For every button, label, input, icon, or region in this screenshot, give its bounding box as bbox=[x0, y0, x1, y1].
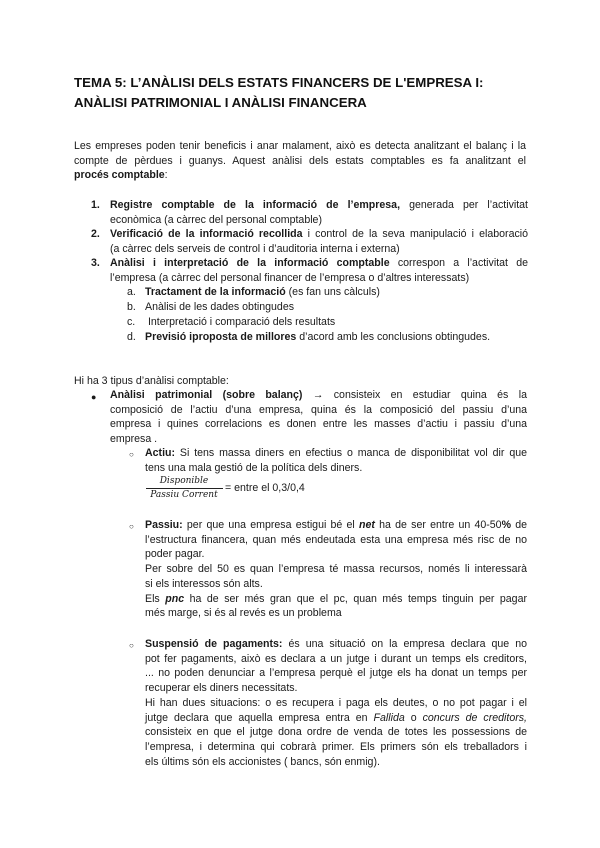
passiu-line-3: poder pagar. bbox=[145, 548, 205, 561]
process-item-3-line-2: l’empresa (a càrrec del personal financer de l’empresa o d’altres interessats) bbox=[110, 271, 470, 284]
passiu-line-4: Per sobre del 50 es quan l’empresa té massa recursos, només li interessarà bbox=[145, 563, 527, 576]
process-item-3-rest: correspon a l’activitat de bbox=[389, 257, 528, 269]
process-number-3: 3. bbox=[91, 257, 100, 269]
substep-b-letter: b. bbox=[127, 301, 136, 313]
suspensio-line-9: els últims són els accionistes ( bancs, són enmig). bbox=[145, 755, 380, 768]
process-number-2: 2. bbox=[91, 228, 100, 240]
suspensio-block bbox=[145, 637, 527, 769]
intro-colon: : bbox=[164, 169, 168, 182]
substep-d-bold: Previsió iproposta de millores bbox=[145, 331, 297, 343]
title-line-1: TEMA 5: L’ANÀLISI DELS ESTATS FINANCERS DE L'EMPRESA I: bbox=[74, 75, 484, 90]
process-item-2-line-2: (a càrrec dels serveis de control i d’auditoria interna i externa) bbox=[110, 242, 400, 255]
process-item-3-line-1 bbox=[110, 256, 528, 271]
substep-a-bold: Tractament de la informació bbox=[145, 286, 286, 298]
patrimonial-line-2: composició de l’actiu d’una empresa, quina és la composició del passiu d’una bbox=[110, 403, 527, 416]
circle-passiu: ○ bbox=[129, 522, 134, 531]
actiu-block bbox=[145, 446, 527, 475]
suspensio-line-4: recuperar els diners necessitats. bbox=[145, 682, 298, 695]
process-item-1-rest: generada per l’activitat bbox=[400, 199, 528, 211]
intro-paragraph bbox=[74, 139, 526, 183]
title-line-2: ANÀLISI PATRIMONIAL I ANÀLISI FINANCERA bbox=[74, 95, 367, 110]
substep-a bbox=[127, 285, 380, 300]
passiu-line-2: l’estructura financera, quan més endeutada esta una empresa més risc de no bbox=[145, 533, 527, 546]
passiu-block bbox=[145, 518, 527, 621]
document-title bbox=[74, 73, 534, 113]
substep-a-rest: (es fan uns càlculs) bbox=[285, 286, 380, 298]
actiu-bold: Actiu: bbox=[145, 447, 176, 459]
bullet-patrimonial: ● bbox=[91, 392, 97, 402]
substep-d-letter: d. bbox=[127, 331, 136, 343]
passiu-line-1-b: ha de ser entre un 40-50 bbox=[374, 519, 502, 531]
fallida-term: Fallida bbox=[373, 711, 405, 724]
suspensio-line-1 bbox=[145, 637, 527, 652]
patrimonial-block bbox=[110, 388, 527, 447]
suspensio-line-6-a: jutge declara que aquella empresa entra en bbox=[145, 711, 374, 724]
patrimonial-line-4: empresa . bbox=[110, 433, 158, 446]
process-item-2-rest: i control de la seva manipulació i elaboració bbox=[302, 228, 529, 240]
passiu-pnc-term: pnc bbox=[165, 592, 185, 605]
passiu-line-1-a: per que una empresa estigui bé el bbox=[182, 519, 360, 531]
process-number-1: 1. bbox=[91, 199, 100, 211]
process-item-3-bold: Anàlisi i interpretació de la informació comptable bbox=[110, 257, 390, 269]
ratio-range: = entre el 0,3/0,4 bbox=[225, 482, 305, 494]
passiu-line-6 bbox=[145, 592, 527, 607]
patrimonial-line-1 bbox=[110, 388, 527, 403]
suspensio-line-6-b: o bbox=[404, 711, 423, 724]
substep-c-letter: c. bbox=[127, 316, 136, 328]
substep-b-rest: Anàlisi de les dades obtingudes bbox=[145, 301, 295, 313]
actiu-line-1 bbox=[145, 446, 527, 461]
suspensio-bold: Suspensió de pagaments: bbox=[145, 638, 283, 650]
suspensio-line-5: Hi han dues situacions: o es recupera i paga els deutes, o no pot pagar i el bbox=[145, 696, 527, 709]
circle-suspensio: ○ bbox=[129, 641, 134, 650]
patrimonial-line-1-rest: → consisteix en estudiar quina és la bbox=[302, 389, 527, 401]
actiu-line-2: tens una mala gestió de la política dels diners. bbox=[145, 461, 363, 474]
types-intro: Hi ha 3 tipus d’anàlisi comptable: bbox=[74, 375, 229, 387]
substep-d-rest: d’acord amb les conclusions obtingudes. bbox=[296, 331, 491, 343]
passiu-line-6-a: Els bbox=[145, 592, 166, 605]
process-item-2-bold: Verificació de la informació recollida bbox=[110, 228, 303, 240]
process-item-3 bbox=[110, 256, 528, 285]
suspensio-line-7: consisteix en que el jutge dona ordre de venda de totes les possessions de bbox=[145, 726, 527, 739]
passiu-line-5: si els interessos són alts. bbox=[145, 577, 263, 590]
process-item-2-line-1 bbox=[110, 227, 528, 242]
process-item-1-bold: Registre comptable de la informació de l’empresa, bbox=[110, 199, 401, 211]
ratio-denominator: Passiu Corrent bbox=[150, 490, 218, 500]
substep-b bbox=[127, 300, 294, 315]
process-item-2 bbox=[110, 227, 528, 256]
patrimonial-bold: Anàlisi patrimonial (sobre balanç) bbox=[110, 389, 303, 401]
process-item-1 bbox=[110, 198, 528, 227]
proces-comptable-term: procés comptable bbox=[74, 169, 165, 182]
patrimonial-line-3: empresa i quines correlacions es donen entre les masses d’actiu i passiu d’una bbox=[110, 418, 527, 431]
passiu-line-1 bbox=[145, 518, 527, 533]
circle-actiu: ○ bbox=[129, 450, 134, 459]
substep-d bbox=[127, 330, 490, 345]
intro-line-2: compte de pèrdues i guanys. Aquest anàlisi dels estats comptables es fa analitzant el bbox=[74, 154, 526, 167]
intro-line-3 bbox=[74, 168, 526, 183]
suspensio-line-6 bbox=[145, 711, 527, 726]
passiu-bold: Passiu: bbox=[145, 519, 183, 531]
passiu-net-term: net bbox=[359, 519, 375, 531]
concurs-creditors-term: concurs de creditors, bbox=[422, 711, 527, 724]
suspensio-line-1-rest: és una situació on la empresa declara que no bbox=[282, 638, 527, 650]
process-item-1-line-2: econòmica (a càrrec del personal comptable) bbox=[110, 213, 322, 226]
process-item-1-line-1 bbox=[110, 198, 528, 213]
passiu-percent: % bbox=[501, 519, 511, 531]
intro-line-1: Les empreses poden tenir beneficis i anar malament, això es detecta analitzant el balanç i la bbox=[74, 140, 526, 152]
substep-c bbox=[127, 315, 335, 330]
suspensio-line-2: pot fer pagaments, això es declara a un jutge i durant un temps els creditors, bbox=[145, 652, 527, 665]
suspensio-line-8: l’empresa, i determina qui cobrarà primer. Els primers són els treballadors i bbox=[145, 740, 527, 753]
suspensio-line-3: ... no poden denunciar a l’empresa perquè el jutge els ha donat un temps per bbox=[145, 667, 527, 680]
substep-a-letter: a. bbox=[127, 286, 136, 298]
substep-c-rest: Interpretació i comparació dels resultats bbox=[145, 316, 336, 328]
actiu-line-1-rest: Si tens massa diners en efectius o manca de disponibilitat vol dir que bbox=[175, 447, 527, 459]
passiu-line-6-b: ha de ser més gran que el pc, quan més temps tinguin per pagar bbox=[184, 592, 527, 605]
ratio-numerator: Disponible bbox=[159, 476, 209, 486]
passiu-line-1-c: de bbox=[510, 519, 527, 531]
ratio-fraction-bar bbox=[146, 488, 223, 489]
passiu-line-7: més marge, si és al revés es un problema bbox=[145, 607, 342, 620]
